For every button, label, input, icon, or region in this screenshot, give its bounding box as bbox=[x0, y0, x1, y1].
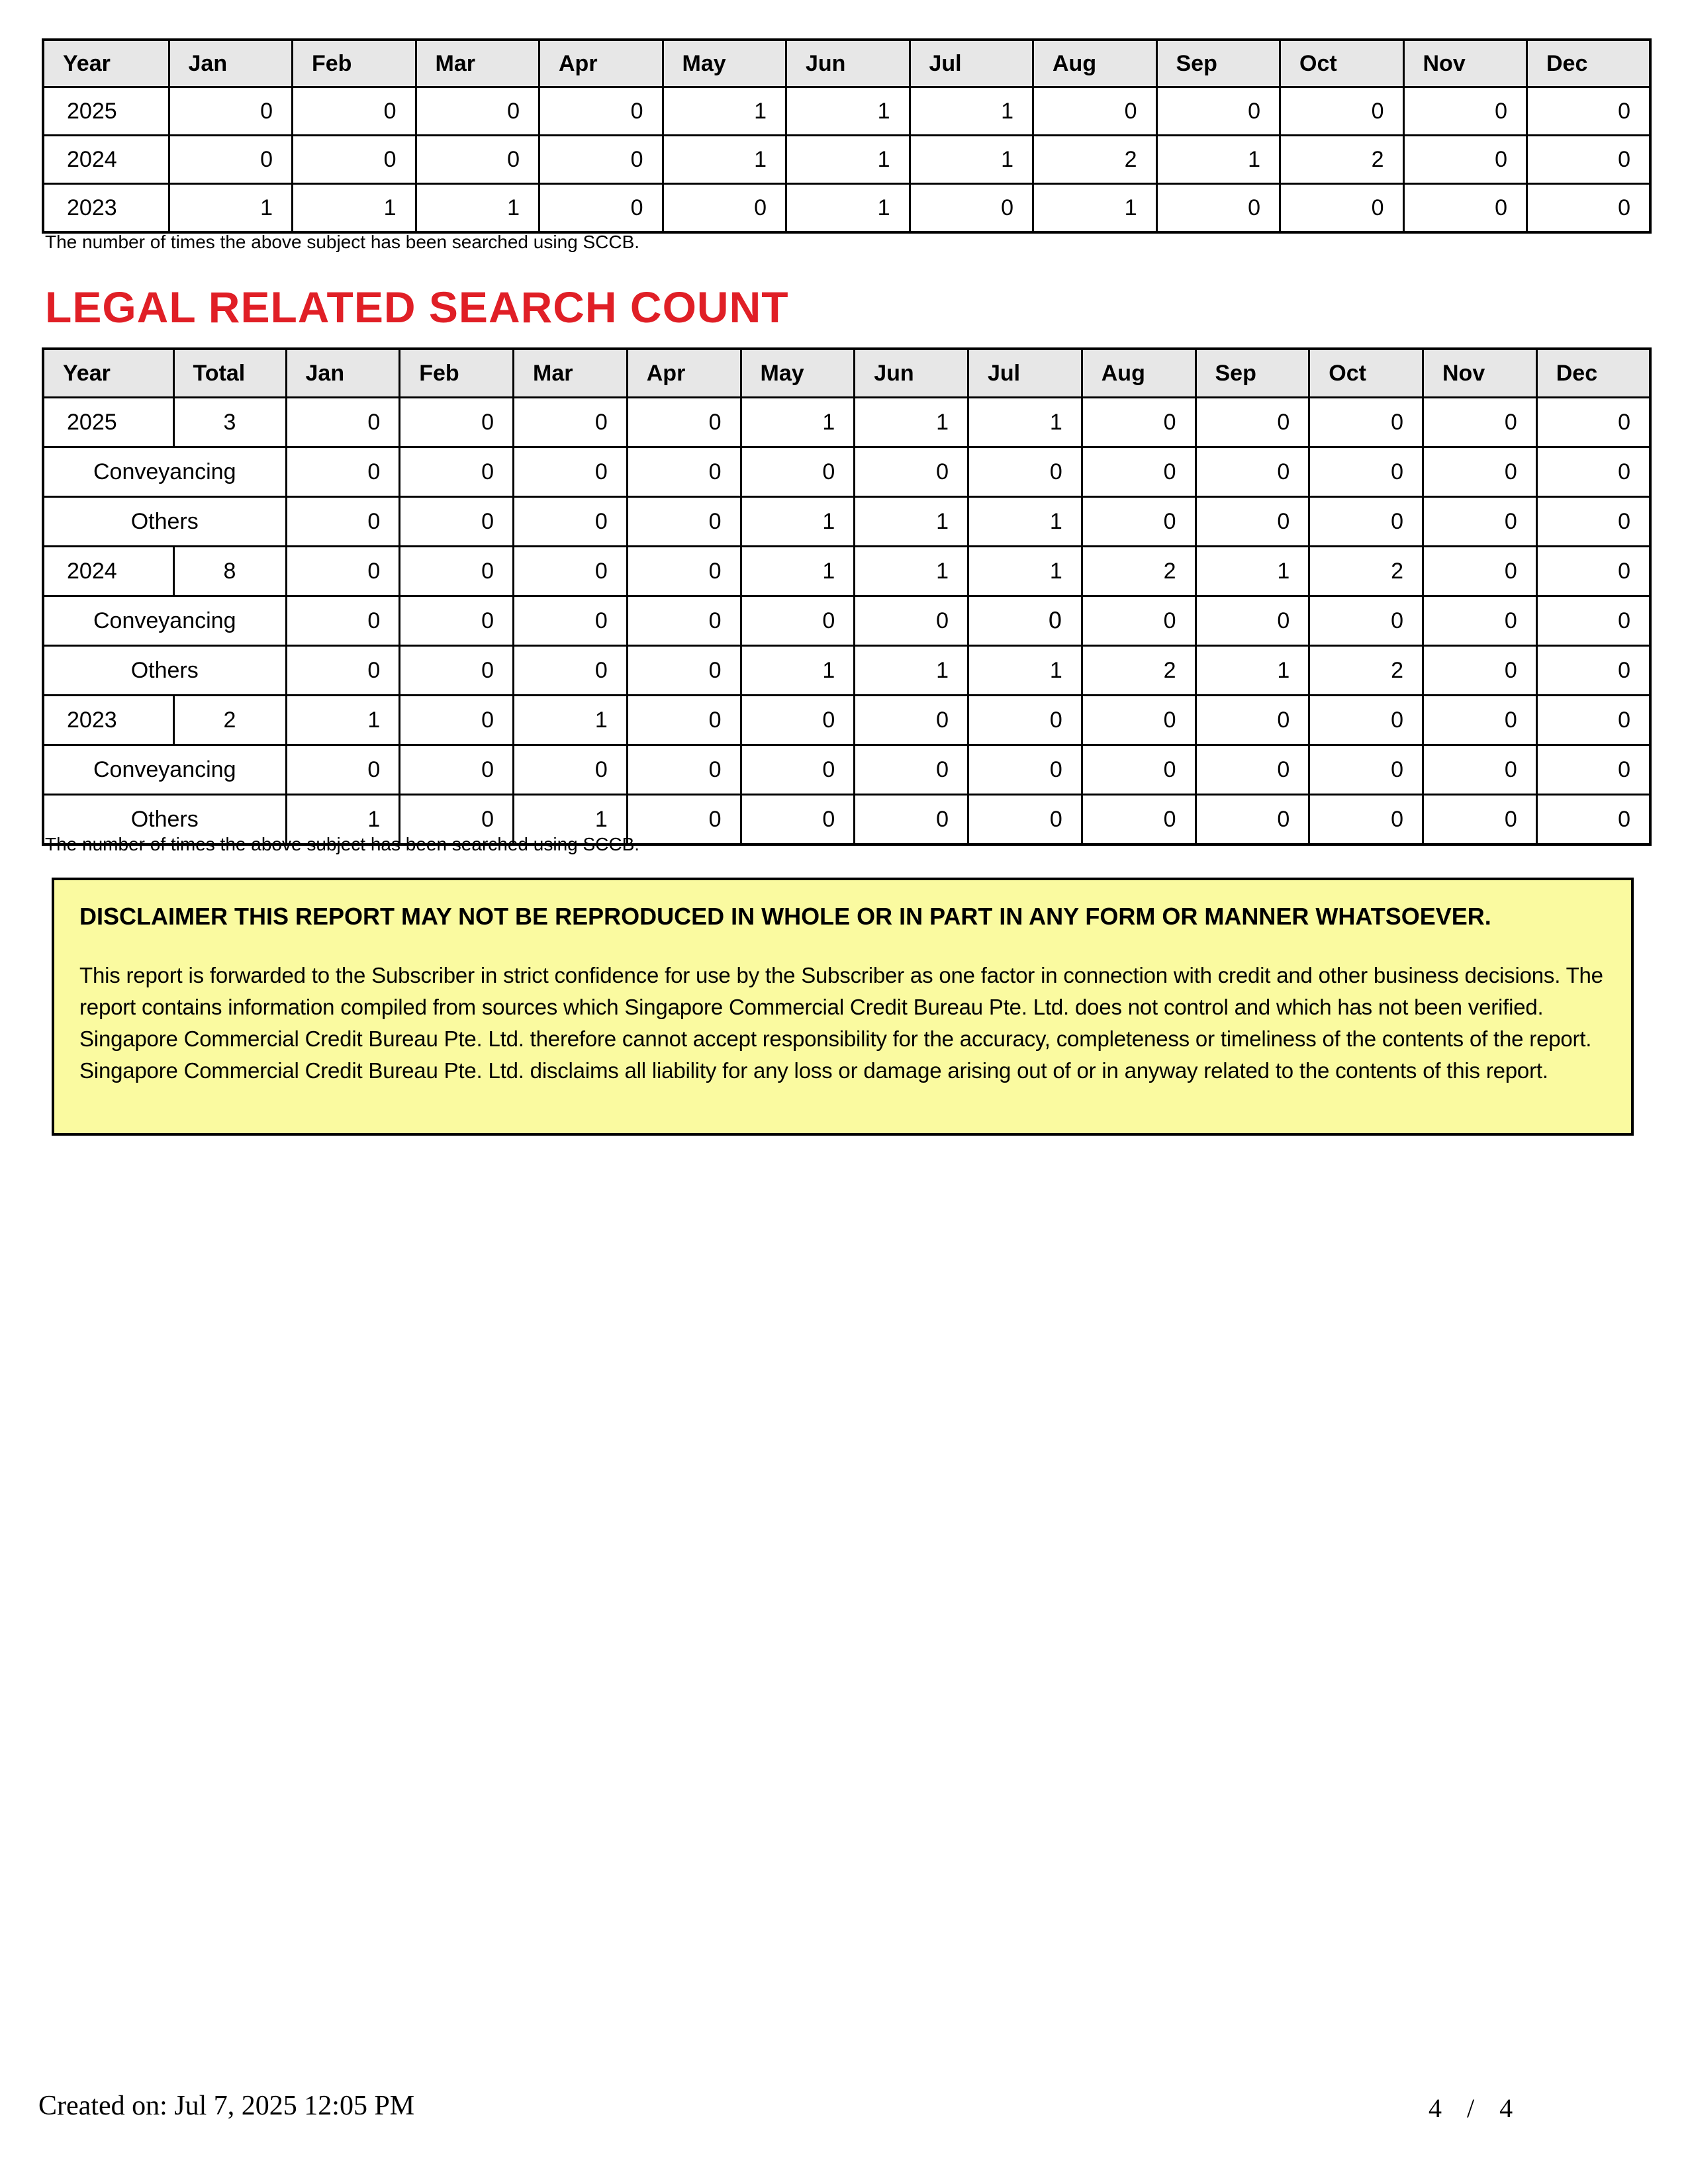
month-value-cell: 0 bbox=[286, 547, 400, 596]
page-current: 4 bbox=[1429, 2093, 1442, 2123]
month-value-cell: 2 bbox=[1280, 136, 1404, 184]
month-value-cell: 0 bbox=[855, 696, 968, 745]
month-value-cell: 0 bbox=[1403, 87, 1527, 136]
month-value-cell: 2 bbox=[1082, 646, 1196, 696]
month-value-cell: 0 bbox=[514, 745, 628, 795]
column-header-sep: Sep bbox=[1196, 349, 1309, 398]
month-value-cell: 0 bbox=[1536, 447, 1650, 497]
month-value-cell: 0 bbox=[1309, 795, 1423, 845]
total-cell: 2 bbox=[173, 696, 286, 745]
month-value-cell: 0 bbox=[514, 398, 628, 447]
month-value-cell: 0 bbox=[627, 547, 741, 596]
month-value-cell: 0 bbox=[627, 745, 741, 795]
year-cell: 2025 bbox=[43, 398, 173, 447]
month-value-cell: 0 bbox=[627, 795, 741, 845]
month-value-cell: 1 bbox=[286, 696, 400, 745]
legal-search-count-table bbox=[42, 347, 1652, 846]
month-value-cell: 0 bbox=[1082, 497, 1196, 547]
month-value-cell: 0 bbox=[627, 447, 741, 497]
month-value-cell: 0 bbox=[1156, 87, 1280, 136]
month-value-cell: 0 bbox=[741, 795, 855, 845]
column-header-jan: Jan bbox=[169, 40, 293, 87]
month-value-cell: 1 bbox=[1196, 646, 1309, 696]
month-value-cell: 0 bbox=[1527, 136, 1651, 184]
month-value-cell: 0 bbox=[1082, 696, 1196, 745]
month-value-cell: 0 bbox=[514, 646, 628, 696]
month-value-cell: 2 bbox=[1033, 136, 1157, 184]
month-value-cell: 0 bbox=[1033, 87, 1157, 136]
month-value-cell: 0 bbox=[855, 596, 968, 646]
month-value-cell: 0 bbox=[1423, 596, 1537, 646]
search-table-caption: The number of times the above subject has been searched using SCCB. bbox=[45, 232, 640, 252]
month-value-cell: 0 bbox=[1423, 745, 1537, 795]
column-header-sep: Sep bbox=[1156, 40, 1280, 87]
month-value-cell: 0 bbox=[1309, 596, 1423, 646]
month-value-cell: 1 bbox=[786, 136, 910, 184]
month-value-cell: 0 bbox=[1082, 447, 1196, 497]
header-row bbox=[43, 349, 1650, 398]
month-value-cell: 0 bbox=[1082, 398, 1196, 447]
month-value-cell: 0 bbox=[1196, 497, 1309, 547]
month-value-cell: 0 bbox=[1196, 745, 1309, 795]
month-value-cell: 0 bbox=[400, 646, 514, 696]
year-cell: 2023 bbox=[43, 184, 169, 233]
column-header-mar: Mar bbox=[514, 349, 628, 398]
month-value-cell: 0 bbox=[514, 497, 628, 547]
month-value-cell: 0 bbox=[1423, 547, 1537, 596]
month-value-cell: 0 bbox=[1536, 398, 1650, 447]
column-header-year: Year bbox=[43, 349, 173, 398]
month-value-cell: 0 bbox=[514, 547, 628, 596]
month-value-cell: 0 bbox=[169, 87, 293, 136]
category-cell: Others bbox=[43, 646, 286, 696]
month-value-cell: 0 bbox=[1082, 795, 1196, 845]
month-value-cell: 0 bbox=[855, 447, 968, 497]
month-value-cell: 1 bbox=[169, 184, 293, 233]
month-value-cell: 0 bbox=[1536, 696, 1650, 745]
month-value-cell: 0 bbox=[1403, 184, 1527, 233]
month-value-cell: 0 bbox=[1309, 745, 1423, 795]
month-value-cell: 0 bbox=[968, 795, 1082, 845]
month-value-cell: 0 bbox=[1156, 184, 1280, 233]
month-value-cell: 0 bbox=[1536, 795, 1650, 845]
month-value-cell: 1 bbox=[663, 136, 786, 184]
month-value-cell: 0 bbox=[416, 87, 539, 136]
sccb-search-count-table bbox=[42, 38, 1652, 234]
column-header-may: May bbox=[663, 40, 786, 87]
month-value-cell: 2 bbox=[1309, 646, 1423, 696]
month-value-cell: 1 bbox=[1196, 547, 1309, 596]
month-value-cell: 1 bbox=[293, 184, 416, 233]
month-value-cell: 0 bbox=[1196, 696, 1309, 745]
month-value-cell: 0 bbox=[1196, 596, 1309, 646]
month-value-cell: 0 bbox=[1423, 447, 1537, 497]
month-value-cell: 0 bbox=[1403, 136, 1527, 184]
month-value-cell: 1 bbox=[855, 497, 968, 547]
month-value-cell: 1 bbox=[968, 646, 1082, 696]
month-value-cell: 0 bbox=[1536, 547, 1650, 596]
legal-table-caption: The number of times the above subject has been searched using SCCB. bbox=[45, 834, 640, 854]
month-value-cell: 0 bbox=[1536, 497, 1650, 547]
category-cell: Conveyancing bbox=[43, 447, 286, 497]
month-value-cell: 2 bbox=[1309, 547, 1423, 596]
month-value-cell: 0 bbox=[286, 447, 400, 497]
column-header-nov: Nov bbox=[1423, 349, 1537, 398]
month-value-cell: 0 bbox=[1423, 497, 1537, 547]
page-number bbox=[1429, 2093, 1513, 2124]
month-value-cell: 0 bbox=[400, 398, 514, 447]
disclaimer-box bbox=[52, 878, 1634, 1136]
month-value-cell: 0 bbox=[1309, 398, 1423, 447]
month-value-cell: 0 bbox=[1527, 184, 1651, 233]
month-value-cell: 0 bbox=[1280, 87, 1404, 136]
month-value-cell: 1 bbox=[968, 398, 1082, 447]
column-header-oct: Oct bbox=[1309, 349, 1423, 398]
month-value-cell: 1 bbox=[514, 795, 628, 845]
column-header-year: Year bbox=[43, 40, 169, 87]
month-value-cell: 0 bbox=[539, 136, 663, 184]
month-value-cell: 0 bbox=[1309, 447, 1423, 497]
month-value-cell: 1 bbox=[786, 87, 910, 136]
table-row bbox=[43, 646, 1650, 696]
year-cell: 2025 bbox=[43, 87, 169, 136]
month-value-cell: 0 bbox=[968, 745, 1082, 795]
month-value-cell: 0 bbox=[286, 398, 400, 447]
month-value-cell: 0 bbox=[539, 87, 663, 136]
column-header-may: May bbox=[741, 349, 855, 398]
month-value-cell: 0 bbox=[627, 596, 741, 646]
month-value-cell: 0 bbox=[539, 184, 663, 233]
month-value-cell: 0 bbox=[1280, 184, 1404, 233]
month-value-cell: 0 bbox=[286, 497, 400, 547]
table-row bbox=[43, 696, 1650, 745]
month-value-cell: 1 bbox=[855, 547, 968, 596]
month-value-cell: 0 bbox=[1536, 596, 1650, 646]
month-value-cell: 0 bbox=[1309, 497, 1423, 547]
month-value-cell: 0 bbox=[1527, 87, 1651, 136]
month-value-cell: 0 bbox=[627, 497, 741, 547]
month-value-cell: 0 bbox=[1423, 398, 1537, 447]
month-value-cell: 0 bbox=[400, 497, 514, 547]
month-value-cell: 0 bbox=[968, 447, 1082, 497]
month-value-cell: 0 bbox=[1309, 696, 1423, 745]
month-value-cell: 0 bbox=[400, 696, 514, 745]
legal-search-count-title: LEGAL RELATED SEARCH COUNT bbox=[45, 283, 789, 332]
month-value-cell: 0 bbox=[627, 646, 741, 696]
month-value-cell: 0 bbox=[169, 136, 293, 184]
table-row bbox=[43, 497, 1650, 547]
category-cell: Others bbox=[43, 795, 286, 845]
total-cell: 8 bbox=[173, 547, 286, 596]
month-value-cell: 0 bbox=[968, 696, 1082, 745]
year-cell: 2024 bbox=[43, 547, 173, 596]
month-value-cell: 1 bbox=[968, 497, 1082, 547]
month-value-cell: 0 bbox=[400, 447, 514, 497]
year-cell: 2024 bbox=[43, 136, 169, 184]
month-value-cell: 0 bbox=[286, 745, 400, 795]
month-value-cell: 0 bbox=[400, 745, 514, 795]
month-value-cell: 1 bbox=[968, 547, 1082, 596]
month-value-cell: 0 bbox=[855, 795, 968, 845]
category-cell: Conveyancing bbox=[43, 745, 286, 795]
column-header-jan: Jan bbox=[286, 349, 400, 398]
month-value-cell: 0 bbox=[1082, 745, 1196, 795]
month-value-cell: 0 bbox=[968, 596, 1082, 646]
month-value-cell: 1 bbox=[663, 87, 786, 136]
column-header-oct: Oct bbox=[1280, 40, 1404, 87]
month-value-cell: 0 bbox=[514, 596, 628, 646]
month-value-cell: 1 bbox=[416, 184, 539, 233]
month-value-cell: 0 bbox=[910, 184, 1033, 233]
month-value-cell: 0 bbox=[1082, 596, 1196, 646]
month-value-cell: 0 bbox=[1536, 745, 1650, 795]
column-header-mar: Mar bbox=[416, 40, 539, 87]
month-value-cell: 1 bbox=[910, 87, 1033, 136]
month-value-cell: 2 bbox=[1082, 547, 1196, 596]
category-cell: Others bbox=[43, 497, 286, 547]
month-value-cell: 0 bbox=[400, 547, 514, 596]
table-row bbox=[43, 596, 1650, 646]
month-value-cell: 0 bbox=[1196, 447, 1309, 497]
column-header-aug: Aug bbox=[1033, 40, 1157, 87]
column-header-dec: Dec bbox=[1527, 40, 1651, 87]
column-header-jun: Jun bbox=[855, 349, 968, 398]
table-row bbox=[43, 398, 1650, 447]
month-value-cell: 0 bbox=[855, 745, 968, 795]
column-header-feb: Feb bbox=[293, 40, 416, 87]
month-value-cell: 0 bbox=[627, 398, 741, 447]
month-value-cell: 1 bbox=[741, 646, 855, 696]
month-value-cell: 0 bbox=[400, 795, 514, 845]
category-cell: Conveyancing bbox=[43, 596, 286, 646]
month-value-cell: 0 bbox=[1196, 398, 1309, 447]
month-value-cell: 0 bbox=[1423, 795, 1537, 845]
table-row bbox=[43, 87, 1650, 136]
column-header-dec: Dec bbox=[1536, 349, 1650, 398]
month-value-cell: 0 bbox=[741, 596, 855, 646]
month-value-cell: 0 bbox=[416, 136, 539, 184]
month-value-cell: 0 bbox=[293, 136, 416, 184]
month-value-cell: 0 bbox=[286, 596, 400, 646]
table-row bbox=[43, 184, 1650, 233]
column-header-total: Total bbox=[173, 349, 286, 398]
month-value-cell: 1 bbox=[786, 184, 910, 233]
page-total: 4 bbox=[1499, 2093, 1513, 2123]
month-value-cell: 0 bbox=[400, 596, 514, 646]
month-value-cell: 1 bbox=[855, 646, 968, 696]
month-value-cell: 0 bbox=[741, 696, 855, 745]
month-value-cell: 1 bbox=[741, 497, 855, 547]
month-value-cell: 1 bbox=[910, 136, 1033, 184]
created-on-timestamp: Created on: Jul 7, 2025 12:05 PM bbox=[38, 2091, 415, 2121]
table-row bbox=[43, 447, 1650, 497]
table-row bbox=[43, 136, 1650, 184]
header-row bbox=[43, 40, 1650, 87]
month-value-cell: 1 bbox=[741, 547, 855, 596]
total-cell: 3 bbox=[173, 398, 286, 447]
page-separator: / bbox=[1467, 2093, 1475, 2123]
column-header-jun: Jun bbox=[786, 40, 910, 87]
column-header-jul: Jul bbox=[910, 40, 1033, 87]
disclaimer-heading: DISCLAIMER THIS REPORT MAY NOT BE REPRODUCED IN WHOLE OR IN PART IN ANY FORM OR MANNER WHATSOEVER. bbox=[79, 903, 1491, 930]
month-value-cell: 1 bbox=[1156, 136, 1280, 184]
month-value-cell: 1 bbox=[1033, 184, 1157, 233]
month-value-cell: 0 bbox=[1196, 795, 1309, 845]
year-cell: 2023 bbox=[43, 696, 173, 745]
column-header-apr: Apr bbox=[627, 349, 741, 398]
column-header-nov: Nov bbox=[1403, 40, 1527, 87]
table-row bbox=[43, 547, 1650, 596]
month-value-cell: 0 bbox=[741, 447, 855, 497]
month-value-cell: 0 bbox=[514, 447, 628, 497]
month-value-cell: 1 bbox=[286, 795, 400, 845]
month-value-cell: 0 bbox=[293, 87, 416, 136]
month-value-cell: 0 bbox=[627, 696, 741, 745]
month-value-cell: 0 bbox=[1423, 696, 1537, 745]
month-value-cell: 0 bbox=[1536, 646, 1650, 696]
column-header-feb: Feb bbox=[400, 349, 514, 398]
disclaimer-body: This report is forwarded to the Subscriber in strict confidence for use by the Subscriber as one factor in connection with credit and other business decisions. The report contains information compiled from sources which Singapore Commercial Credit Bureau Pte. Ltd. does not control and which has not been verified. Singapore Commercial Credit Bureau Pte. Ltd. therefore cannot accept responsibility for the accuracy, completeness or timeliness of the contents of the report. Singapore Commercial Credit Bureau Pte. Ltd. disclaims all liability for any loss or damage arising out of or in anyway related to the contents of this report. bbox=[79, 963, 1603, 1083]
month-value-cell: 1 bbox=[514, 696, 628, 745]
table-row bbox=[43, 745, 1650, 795]
month-value-cell: 0 bbox=[1423, 646, 1537, 696]
column-header-aug: Aug bbox=[1082, 349, 1196, 398]
month-value-cell: 0 bbox=[286, 646, 400, 696]
column-header-jul: Jul bbox=[968, 349, 1082, 398]
column-header-apr: Apr bbox=[539, 40, 663, 87]
month-value-cell: 1 bbox=[855, 398, 968, 447]
month-value-cell: 0 bbox=[741, 745, 855, 795]
month-value-cell: 1 bbox=[741, 398, 855, 447]
month-value-cell: 0 bbox=[663, 184, 786, 233]
